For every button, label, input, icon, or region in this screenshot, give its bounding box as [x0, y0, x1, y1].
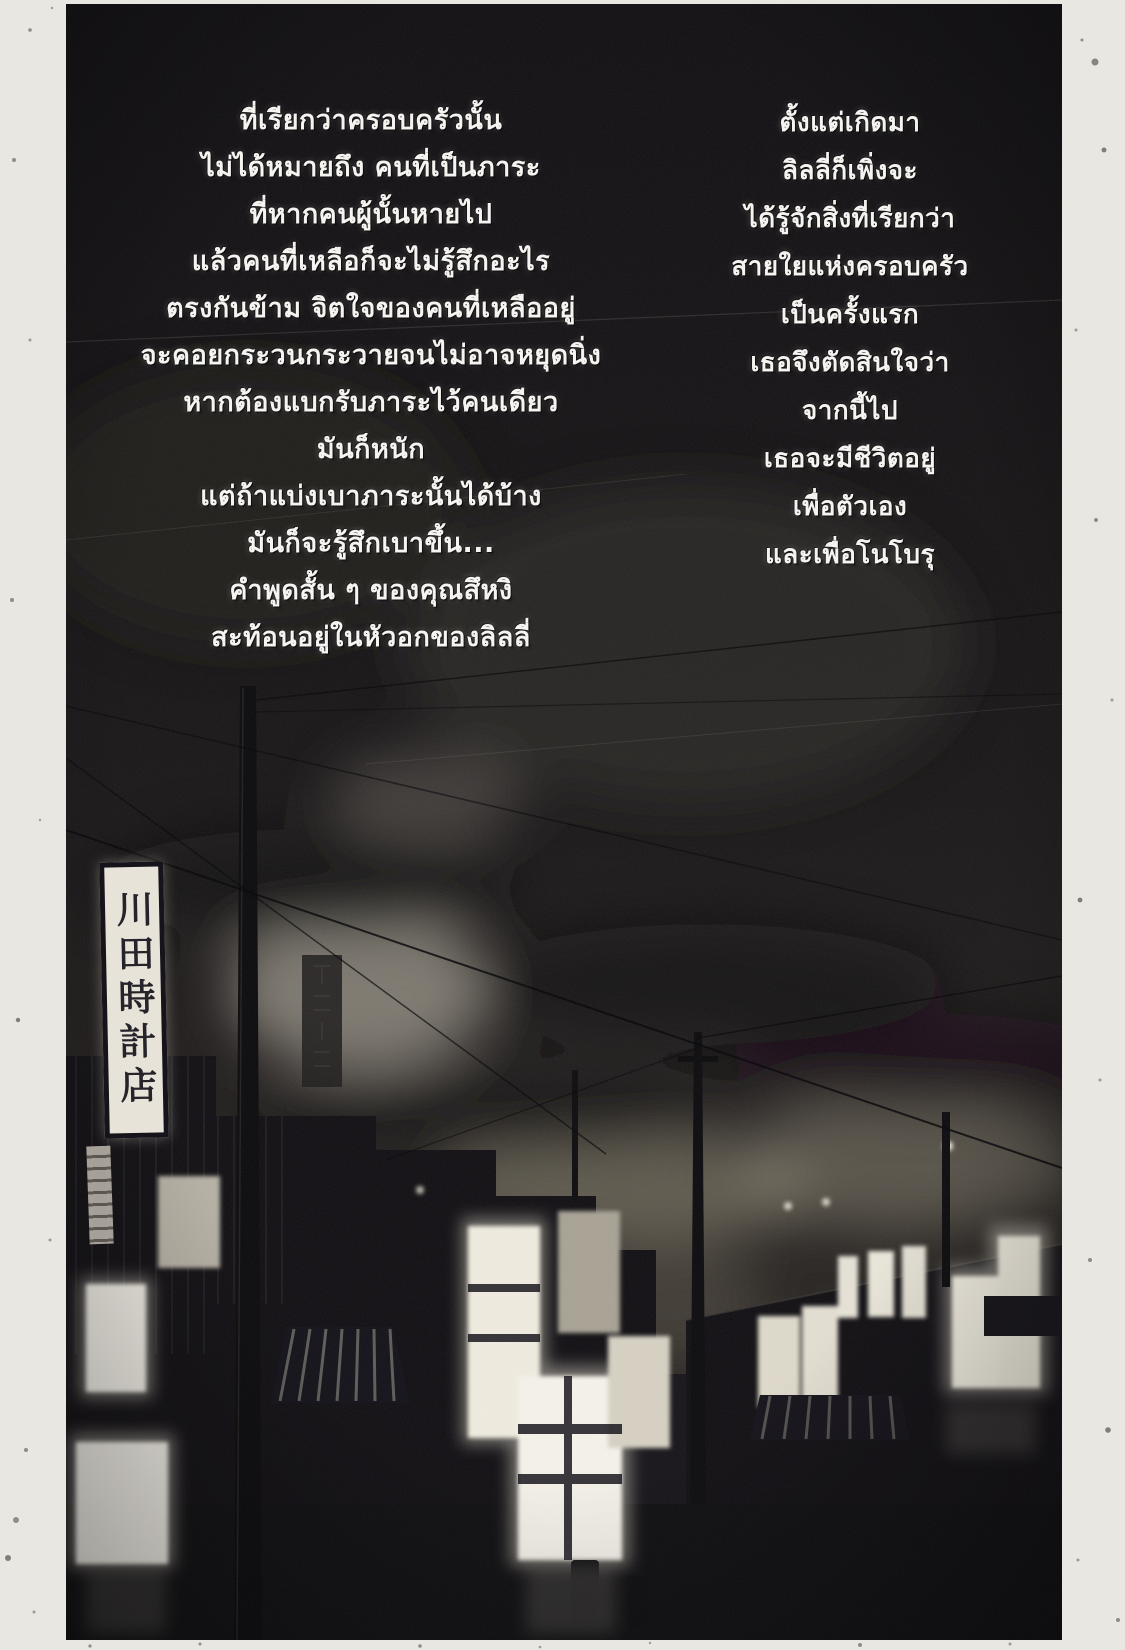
narration-line: ลิลลี่ก็เพิ่งจะ: [782, 156, 918, 186]
narration-line: จะคอยกระวนกระวายจนไม่อาจหยุดนิ่ง: [140, 340, 602, 371]
narration-line: จากนี้ไป: [802, 396, 898, 426]
narration-line: และเพื่อโนโบรุ: [765, 540, 935, 570]
narration-line: เธอจึงตัดสินใจว่า: [750, 348, 950, 378]
narration-line: คำพูดสั้น ๆ ของคุณสึหงิ: [229, 575, 513, 606]
narration-line: ตรงกันข้าม จิตใจของคนที่เหลืออยู่: [166, 293, 576, 324]
narration-line: ที่หากคนผู้นั้นหายไป: [249, 199, 493, 230]
narration-block-left: [86, 97, 656, 661]
narration-line: มันก็จะรู้สึกเบาขึ้น...: [247, 528, 495, 559]
narration-line: เป็นครั้งแรก: [780, 300, 920, 330]
watch-shop-sign: 川田時計店: [99, 861, 169, 1138]
narration-line: สายใยแห่งครอบครัว: [731, 252, 969, 282]
narration-line: หากต้องแบกรับภาระไว้คนเดียว: [183, 387, 559, 418]
narration-line: ได้รู้จักสิ่งที่เรียกว่า: [744, 204, 956, 234]
narration-line: ตั้งแต่เกิดมา: [779, 108, 921, 138]
narration-line: สะท้อนอยู่ในหัวอกของลิลลี่: [211, 622, 531, 653]
narration-line: เธอจะมีชีวิตอยู่: [763, 444, 937, 474]
narration-line: มันก็หนัก: [316, 434, 426, 465]
narration-line: แล้วคนที่เหลือก็จะไม่รู้สึกอะไร: [191, 246, 551, 277]
narration-line: เพื่อตัวเอง: [792, 492, 908, 522]
narration-line: แต่ถ้าแบ่งเบาภาระนั้นได้บ้าง: [200, 481, 542, 512]
narration-block-right: [700, 99, 1000, 579]
narration-line: ไม่ได้หมายถึง คนที่เป็นภาระ: [201, 152, 541, 183]
small-sign-plate: [86, 1146, 113, 1245]
narration-line: ที่เรียกว่าครอบครัวนั้น: [239, 105, 503, 136]
